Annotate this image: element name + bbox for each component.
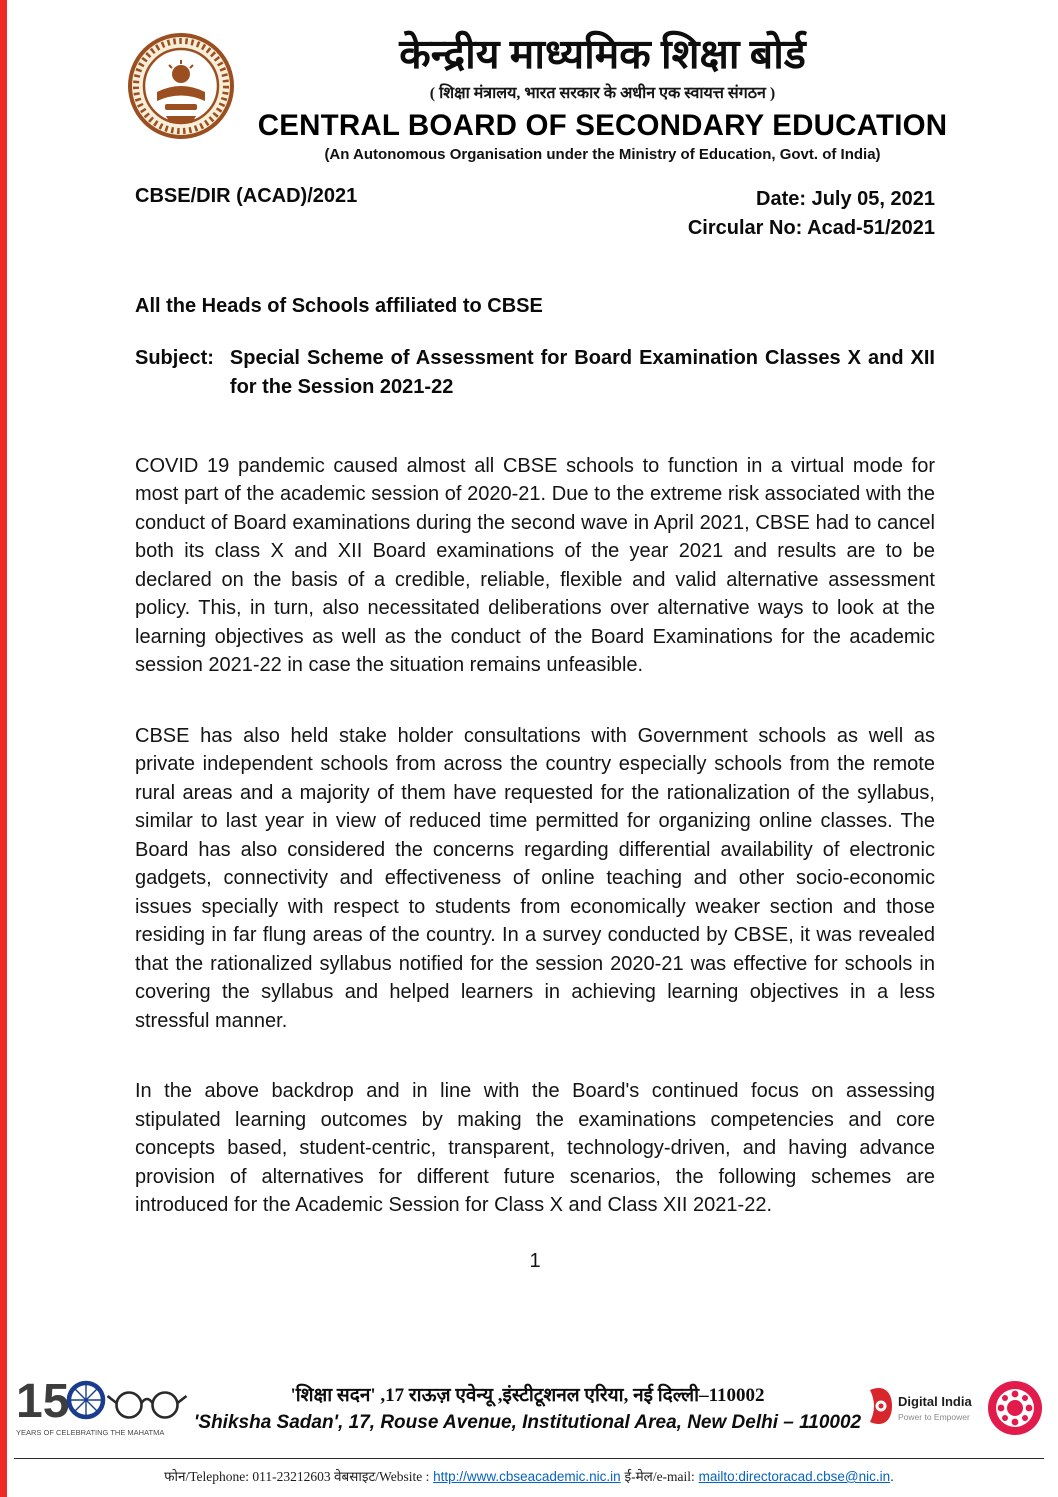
footer-main-row bbox=[0, 1369, 1058, 1446]
gandhi-150-icon bbox=[16, 1369, 188, 1441]
date-line: Date: July 05, 2021 bbox=[756, 187, 935, 210]
addressee-line: All the Heads of Schools affiliated to CBSE bbox=[135, 294, 543, 317]
digital-india-subtitle: Power to Empower bbox=[898, 1411, 970, 1422]
date-circular-block bbox=[688, 185, 935, 243]
gandhi-150-logo bbox=[16, 1369, 191, 1446]
digital-india-title: Digital India bbox=[898, 1393, 972, 1409]
footer-logos bbox=[864, 1379, 1044, 1437]
address-hindi: 'शिक्षा सदन' ,17 राऊज़ एवेन्यू ,इंस्टीटूशनल एरिया, नई दिल्ली–110002 bbox=[290, 1385, 765, 1406]
subject-text: Special Scheme of Assessment for Board Examination Classes X and XII for the Session 2021-22 bbox=[229, 346, 935, 398]
years150-number: 15 bbox=[16, 1375, 70, 1428]
paragraph-3: In the above backdrop and in line with the Board's continued focus on assessing stipulated learning outcomes by making the examinations competencies and core concepts based, student-centric, transparent, technology-driven, and having advance provision of alternatives for different future scenarios, the following schemes are introduced for the Academic Session for Class X and Class XII 2021-22. bbox=[135, 1080, 935, 1217]
board-subtitle-hindi: ( शिक्षा मंत्रालय, भारत सरकार के अधीन एक स्वायत्त संगठन ) bbox=[429, 84, 776, 102]
footer-address bbox=[191, 1381, 864, 1434]
contact-suffix: . bbox=[890, 1469, 894, 1484]
circular-number-line: Circular No: Acad-51/2021 bbox=[687, 216, 935, 239]
board-title-english: CENTRAL BOARD OF SECONDARY EDUCATION bbox=[257, 108, 948, 142]
years150-caption: YEARS OF CELEBRATING THE MAHATMA bbox=[16, 1428, 165, 1437]
email-link[interactable]: mailto:directoracad.cbse@nic.in bbox=[698, 1469, 891, 1484]
page-number: 1 bbox=[529, 1249, 541, 1272]
letterhead-titles bbox=[252, 32, 953, 163]
subject-block bbox=[135, 344, 935, 402]
address-english: 'Shiksha Sadan', 17, Rouse Avenue, Institutional Area, New Delhi – 110002 bbox=[193, 1412, 862, 1433]
digital-india-logo bbox=[864, 1382, 976, 1434]
reference-row bbox=[0, 163, 1058, 243]
gandhi-glasses-icon bbox=[108, 1393, 187, 1418]
page-left-red-edge bbox=[0, 0, 7, 1497]
website-link[interactable]: http://www.cbseacademic.nic.in bbox=[433, 1469, 621, 1484]
email-label: ई-मेल/e-mail: bbox=[624, 1469, 695, 1484]
paragraph-2: CBSE has also held stake holder consultations with Government schools as well as private independent schools from across the country especially schools from the remote rural areas and a majority of them have requested for the rationalization of the syllabus, similar to last year in view of reduced time permitted for organizing online classes. The Board has also considered the concerns regarding differential availability of electronic gadgets, connectivity and effectiveness of online teaching and other socio-economic issues specially with respect to students from economically weaker section and those residing in far flung areas of the country. In a survey conducted by CBSE, it was revealed that the rationalized syllabus notified for the session 2020-21 was effective for schools in covering the syllabus and helped learners in achieving learning objectives in a less stressful manner. bbox=[135, 724, 935, 1032]
cbse-logo bbox=[126, 32, 236, 144]
letter-body bbox=[0, 295, 1058, 1273]
reference-number: CBSE/DIR (ACAD)/2021 bbox=[135, 184, 358, 207]
board-title-hindi: केन्द्रीय माध्यमिक शिक्षा बोर्ड bbox=[399, 31, 806, 77]
letterhead bbox=[0, 0, 1058, 163]
contact-prefix: फोन/Telephone: 011-23212603 वेबसाइट/Website : bbox=[164, 1469, 430, 1484]
subject-label: Subject: bbox=[135, 346, 214, 369]
cbse-logo-icon bbox=[126, 32, 236, 144]
paragraph-1: COVID 19 pandemic caused almost all CBSE schools to function in a virtual mode for most part of the academic session of 2020-21. Due to the extreme risk associated with the conduct of Board examinations during the second wave in April 2021, CBSE had to cancel both its class X and XII Board examinations of the year 2021 and results are to be declared on the basis of a credible, reliable, flexible and valid alternative assessment policy. This, in turn, also necessitated deliberations over alternative ways to look at the learning objectives as well as the conduct of the Board Examinations for the academic session 2021-22 in case the situation remains unfeasible. bbox=[135, 454, 935, 677]
footer bbox=[0, 1369, 1058, 1497]
footer-contact-line bbox=[14, 1458, 1044, 1497]
emblem-logo bbox=[986, 1379, 1044, 1437]
board-subtitle-english: (An Autonomous Organisation under the Ministry of Education, Govt. of India) bbox=[324, 145, 881, 163]
